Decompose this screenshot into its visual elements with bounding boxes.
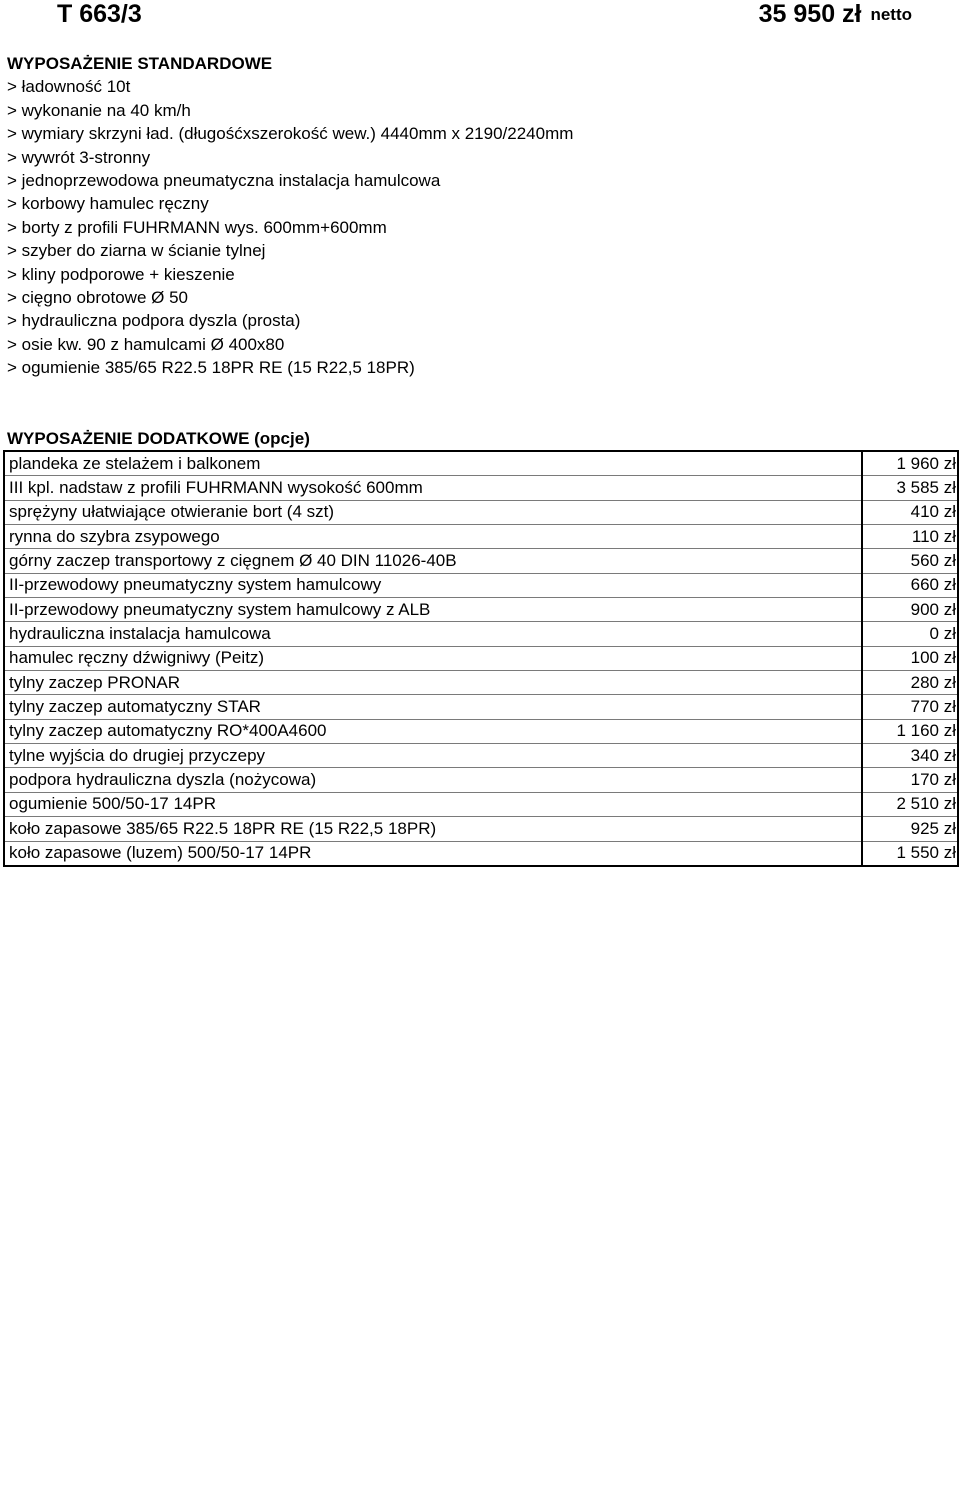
option-name: rynna do szybra zsypowego <box>4 525 862 549</box>
standard-item: > cięgno obrotowe Ø 50 <box>7 288 188 308</box>
standard-equipment-list <box>7 75 947 379</box>
option-price: 770 zł <box>862 695 958 719</box>
option-price: 900 zł <box>862 598 958 622</box>
optional-equipment-table <box>3 450 959 867</box>
table-row <box>4 573 958 597</box>
option-name: hydrauliczna instalacja hamulcowa <box>4 622 862 646</box>
table-row <box>4 841 958 866</box>
option-price: 560 zł <box>862 549 958 573</box>
option-price: 170 zł <box>862 768 958 792</box>
standard-item: > szyber do ziarna w ścianie tylnej <box>7 241 266 261</box>
model-name: T 663/3 <box>57 0 142 28</box>
table-row <box>4 768 958 792</box>
option-name: tylne wyjścia do drugiej przyczepy <box>4 744 862 768</box>
table-row <box>4 451 958 476</box>
standard-item: > osie kw. 90 z hamulcami Ø 400x80 <box>7 334 285 354</box>
table-row <box>4 476 958 500</box>
option-price: 1 960 zł <box>862 451 958 476</box>
option-name: koło zapasowe (luzem) 500/50-17 14PR <box>4 841 862 866</box>
standard-item: > wymiary skrzyni ład. (długośćxszerokość wew.) 4440mm x 2190/2240mm <box>7 124 574 144</box>
standard-item: > jednoprzewodowa pneumatyczna instalacja hamulcowa <box>7 171 441 191</box>
page-header <box>0 0 960 36</box>
option-price: 2 510 zł <box>862 792 958 816</box>
option-name: podpora hydrauliczna dyszla (nożycowa) <box>4 768 862 792</box>
table-row <box>4 622 958 646</box>
table-row <box>4 646 958 670</box>
option-name: ogumienie 500/50-17 14PR <box>4 792 862 816</box>
standard-equipment-title: WYPOSAŻENIE STANDARDOWE <box>7 54 273 73</box>
table-row <box>4 695 958 719</box>
standard-item: > korbowy hamulec ręczny <box>7 194 209 214</box>
standard-item: > kliny podporowe + kieszenie <box>7 264 235 284</box>
base-price-value: 35 950 zł <box>758 0 862 28</box>
option-price: 340 zł <box>862 744 958 768</box>
option-name: plandeka ze stelażem i balkonem <box>4 451 862 476</box>
option-price: 1 160 zł <box>862 719 958 743</box>
standard-item: > hydrauliczna podpora dyszla (prosta) <box>7 311 301 331</box>
option-price: 100 zł <box>862 646 958 670</box>
optional-equipment-title: WYPOSAŻENIE DODATKOWE (opcje) <box>7 429 310 448</box>
option-price: 110 zł <box>862 525 958 549</box>
table-row <box>4 671 958 695</box>
option-name: hamulec ręczny dźwigniwy (Peitz) <box>4 646 862 670</box>
option-name: górny zaczep transportowy z cięgnem Ø 40 DIN 11026-40B <box>4 549 862 573</box>
table-row <box>4 744 958 768</box>
option-name: III kpl. nadstaw z profili FUHRMANN wysokość 600mm <box>4 476 862 500</box>
option-price: 410 zł <box>862 500 958 524</box>
option-name: II-przewodowy pneumatyczny system hamulcowy z ALB <box>4 598 862 622</box>
option-name: koło zapasowe 385/65 R22.5 18PR RE (15 R22,5 18PR) <box>4 817 862 841</box>
option-price: 1 550 zł <box>862 841 958 866</box>
standard-equipment-section <box>7 52 947 380</box>
option-name: sprężyny ułatwiające otwieranie bort (4 szt) <box>4 500 862 524</box>
option-price: 3 585 zł <box>862 476 958 500</box>
standard-item: > ładowność 10t <box>7 77 131 97</box>
option-price: 0 zł <box>862 622 958 646</box>
option-price: 280 zł <box>862 671 958 695</box>
table-row <box>4 598 958 622</box>
option-name: II-przewodowy pneumatyczny system hamulcowy <box>4 573 862 597</box>
standard-item: > borty z profili FUHRMANN wys. 600mm+600mm <box>7 217 387 237</box>
standard-item: > wykonanie na 40 km/h <box>7 100 191 120</box>
table-row <box>4 719 958 743</box>
table-row <box>4 500 958 524</box>
option-price: 660 zł <box>862 573 958 597</box>
table-row <box>4 817 958 841</box>
option-price: 925 zł <box>862 817 958 841</box>
table-row <box>4 792 958 816</box>
standard-item: > ogumienie 385/65 R22.5 18PR RE (15 R22,5 18PR) <box>7 358 415 378</box>
option-name: tylny zaczep automatyczny STAR <box>4 695 862 719</box>
table-row <box>4 549 958 573</box>
price-note: netto <box>870 5 912 24</box>
option-name: tylny zaczep PRONAR <box>4 671 862 695</box>
table-row <box>4 525 958 549</box>
standard-item: > wywrót 3-stronny <box>7 147 151 167</box>
option-name: tylny zaczep automatyczny RO*400A4600 <box>4 719 862 743</box>
